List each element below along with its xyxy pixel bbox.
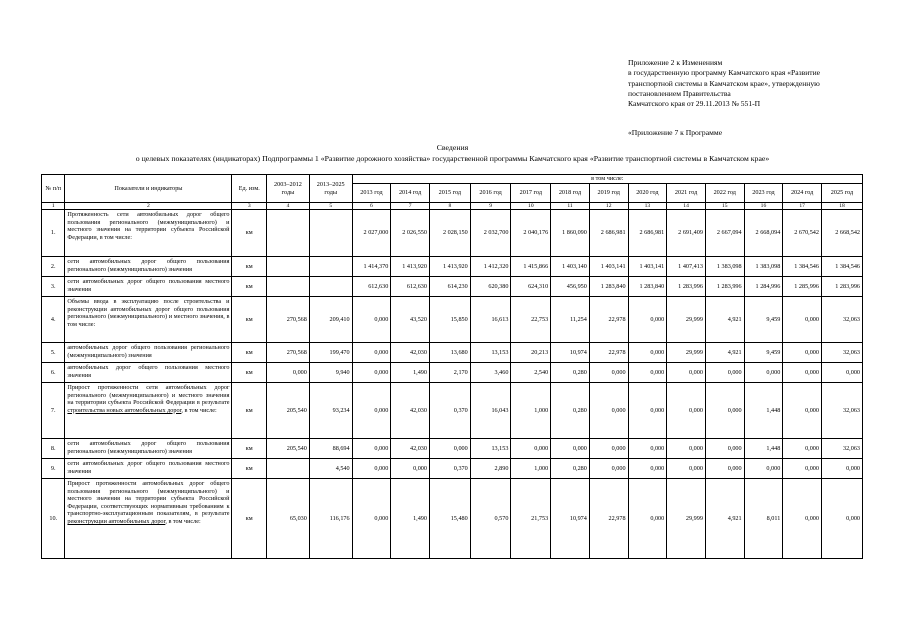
value-cell: 205,540 xyxy=(267,383,310,439)
unit-cell: км xyxy=(232,343,267,363)
row-number: 10. xyxy=(42,479,65,559)
value-cell: 1,000 xyxy=(511,459,551,479)
column-number-row xyxy=(42,203,863,210)
value-cell: 0,000 xyxy=(628,383,667,439)
value-cell: 29,999 xyxy=(667,479,706,559)
value-cell: 32,063 xyxy=(821,383,862,439)
col-header-including: в том числе: xyxy=(352,175,862,184)
column-number: 9 xyxy=(470,203,511,210)
row-number: 1. xyxy=(42,210,65,257)
value-cell: 42,030 xyxy=(391,383,430,439)
col-header-year: 2013 год xyxy=(352,184,391,203)
value-cell: 29,999 xyxy=(667,297,706,343)
value-cell: 10,974 xyxy=(551,343,590,363)
value-cell: 0,570 xyxy=(470,479,511,559)
col-header-year: 2022 год xyxy=(705,184,744,203)
value-cell: 0,000 xyxy=(744,459,783,479)
value-cell: 0,000 xyxy=(705,363,744,383)
value-cell: 9,459 xyxy=(744,343,783,363)
value-cell: 0,000 xyxy=(589,439,628,459)
column-number: 16 xyxy=(744,203,783,210)
value-cell: 1 283,840 xyxy=(628,277,667,297)
value-cell: 2 686,981 xyxy=(589,210,628,257)
value-cell: 0,000 xyxy=(667,363,706,383)
indicator-text: , в том числе: xyxy=(165,517,201,525)
value-cell: 0,370 xyxy=(429,459,470,479)
value-cell: 624,310 xyxy=(511,277,551,297)
value-cell: 1,000 xyxy=(511,383,551,439)
value-cell: 0,000 xyxy=(705,459,744,479)
value-cell: 1 413,920 xyxy=(391,257,430,277)
value-cell: 16,043 xyxy=(470,383,511,439)
value-cell: 2,540 xyxy=(511,363,551,383)
table-row xyxy=(42,210,863,257)
appendix-note xyxy=(628,58,898,109)
value-cell: 1,448 xyxy=(744,439,783,459)
value-cell: 0,000 xyxy=(429,439,470,459)
indicator-cell: сети автомобильных дорог общего пользования местного значения xyxy=(65,459,232,479)
value-cell: 0,000 xyxy=(589,459,628,479)
column-number: 1 xyxy=(42,203,65,210)
unit-cell: км xyxy=(232,363,267,383)
value-cell: 9,940 xyxy=(309,363,352,383)
appendix-line: постановлением Правительства xyxy=(628,88,731,98)
value-cell: 1 413,920 xyxy=(429,257,470,277)
row-number: 3. xyxy=(42,277,65,297)
value-cell: 21,753 xyxy=(511,479,551,559)
column-number: 6 xyxy=(352,203,391,210)
col-header-year: 2016 год xyxy=(470,184,511,203)
value-cell: 1 284,996 xyxy=(744,277,783,297)
unit-cell: км xyxy=(232,210,267,257)
value-cell: 0,000 xyxy=(667,459,706,479)
value-cell: 9,459 xyxy=(744,297,783,343)
indicator-text: Прирост протяженности автомобильных дорог общего пользования регионального (межмуниципального) и местного значения на территории субъекта Российской Федерации, соответствующих нормативным требованиям к транспортно-эксплуатационным показателям, в результате xyxy=(67,480,230,518)
unit-cell: км xyxy=(232,439,267,459)
appendix-line: транспортной системы в Камчатском крае», утвержденную xyxy=(628,78,820,88)
table-row xyxy=(42,459,863,479)
col-header-year: 2014 год xyxy=(391,184,430,203)
col-header-unit: Ед. изм. xyxy=(232,175,267,203)
value-cell: 0,000 xyxy=(628,363,667,383)
value-cell: 0,000 xyxy=(391,459,430,479)
value-cell: 116,176 xyxy=(309,479,352,559)
value-cell: 2,170 xyxy=(429,363,470,383)
value-cell: 0,280 xyxy=(551,459,590,479)
value-cell: 43,520 xyxy=(391,297,430,343)
value-cell xyxy=(267,277,310,297)
appendix-line: Приложение 2 к Изменениям xyxy=(628,58,723,67)
value-cell: 0,000 xyxy=(705,439,744,459)
indicator-cell xyxy=(65,383,232,439)
row-number: 6. xyxy=(42,363,65,383)
value-cell: 0,000 xyxy=(551,439,590,459)
value-cell: 1 283,996 xyxy=(821,277,862,297)
value-cell: 1 285,996 xyxy=(783,277,822,297)
indicator-cell: Протяженность сети автомобильных дорог общего пользования регионального (межмуниципального) и местного значения на территории субъекта Российской Федерации, в том числе: xyxy=(65,210,232,257)
unit-cell: км xyxy=(232,277,267,297)
value-cell: 22,978 xyxy=(589,343,628,363)
row-number: 4. xyxy=(42,297,65,343)
table-header xyxy=(42,175,863,210)
value-cell: 456,950 xyxy=(551,277,590,297)
table-row xyxy=(42,439,863,459)
value-cell: 270,568 xyxy=(267,297,310,343)
value-cell: 270,568 xyxy=(267,343,310,363)
value-cell: 0,000 xyxy=(783,479,822,559)
value-cell: 1 415,866 xyxy=(511,257,551,277)
value-cell: 0,000 xyxy=(705,383,744,439)
value-cell: 2 686,981 xyxy=(628,210,667,257)
value-cell: 0,000 xyxy=(783,363,822,383)
value-cell: 42,030 xyxy=(391,343,430,363)
table-row xyxy=(42,383,863,439)
value-cell: 0,000 xyxy=(352,459,391,479)
value-cell xyxy=(309,277,352,297)
value-cell: 0,000 xyxy=(628,459,667,479)
value-cell: 8,011 xyxy=(744,479,783,559)
value-cell: 29,999 xyxy=(667,343,706,363)
value-cell: 13,680 xyxy=(429,343,470,363)
appendix-line: в государственную программу Камчатского края «Развитие xyxy=(628,68,821,78)
value-cell: 0,370 xyxy=(429,383,470,439)
value-cell: 42,030 xyxy=(391,439,430,459)
value-cell: 0,000 xyxy=(352,383,391,439)
value-cell: 2 032,700 xyxy=(470,210,511,257)
column-number: 18 xyxy=(821,203,862,210)
value-cell: 0,000 xyxy=(821,479,862,559)
value-cell: 0,000 xyxy=(352,363,391,383)
value-cell: 1 384,546 xyxy=(783,257,822,277)
indicator-cell: Объемы ввода в эксплуатацию после строительства и реконструкции автомобильных дорог общего пользования регионального (межмуниципального) и местного значения, в том числе: xyxy=(65,297,232,343)
value-cell: 0,000 xyxy=(352,297,391,343)
indicator-text: , в том числе: xyxy=(181,406,217,414)
indicator-text: строительства новых автомобильных дорог xyxy=(67,406,182,414)
unit-cell: км xyxy=(232,459,267,479)
col-header-year: 2021 год xyxy=(667,184,706,203)
value-cell: 612,630 xyxy=(391,277,430,297)
value-cell: 1 283,840 xyxy=(589,277,628,297)
indicator-cell: автомобильных дорог общего пользования местного значения xyxy=(65,363,232,383)
value-cell: 0,000 xyxy=(744,363,783,383)
value-cell: 0,000 xyxy=(667,383,706,439)
table-row xyxy=(42,363,863,383)
unit-cell: км xyxy=(232,297,267,343)
column-number: 12 xyxy=(589,203,628,210)
value-cell: 22,753 xyxy=(511,297,551,343)
row-number: 2. xyxy=(42,257,65,277)
col-header-year: 2019 год xyxy=(589,184,628,203)
value-cell xyxy=(267,459,310,479)
value-cell: 0,000 xyxy=(589,363,628,383)
value-cell: 0,000 xyxy=(783,439,822,459)
value-cell: 4,921 xyxy=(705,479,744,559)
column-number: 14 xyxy=(667,203,706,210)
value-cell: 0,000 xyxy=(511,439,551,459)
value-cell: 2 026,550 xyxy=(391,210,430,257)
unit-cell: км xyxy=(232,479,267,559)
column-number: 5 xyxy=(309,203,352,210)
value-cell: 0,280 xyxy=(551,383,590,439)
table-row xyxy=(42,343,863,363)
value-cell: 0,000 xyxy=(267,363,310,383)
value-cell: 4,921 xyxy=(705,297,744,343)
value-cell: 15,480 xyxy=(429,479,470,559)
value-cell xyxy=(309,257,352,277)
unit-cell: км xyxy=(232,257,267,277)
unit-cell: км xyxy=(232,383,267,439)
value-cell: 1,490 xyxy=(391,479,430,559)
row-number: 7. xyxy=(42,383,65,439)
row-number: 5. xyxy=(42,343,65,363)
col-header-year: 2024 год xyxy=(783,184,822,203)
value-cell: 612,630 xyxy=(352,277,391,297)
column-number: 8 xyxy=(429,203,470,210)
value-cell: 2 670,542 xyxy=(783,210,822,257)
col-header-period1: 2003–2012 годы xyxy=(267,175,310,203)
col-header-year: 2017 год xyxy=(511,184,551,203)
value-cell: 0,000 xyxy=(628,297,667,343)
column-number: 11 xyxy=(551,203,590,210)
value-cell: 614,230 xyxy=(429,277,470,297)
value-cell: 93,234 xyxy=(309,383,352,439)
value-cell: 1 283,996 xyxy=(667,277,706,297)
value-cell: 32,063 xyxy=(821,297,862,343)
value-cell: 0,000 xyxy=(628,343,667,363)
value-cell: 0,000 xyxy=(783,343,822,363)
value-cell: 20,213 xyxy=(511,343,551,363)
col-header-indicator: Показатели и индикаторы xyxy=(65,175,232,203)
table-row xyxy=(42,297,863,343)
value-cell xyxy=(267,257,310,277)
value-cell: 0,280 xyxy=(551,363,590,383)
value-cell: 13,153 xyxy=(470,439,511,459)
value-cell: 1 403,141 xyxy=(628,257,667,277)
table-row xyxy=(42,277,863,297)
col-header-period2: 2013–2025 годы xyxy=(309,175,352,203)
value-cell xyxy=(309,210,352,257)
indicator-cell: автомобильных дорог общего пользования регионального (межмуниципального) значения xyxy=(65,343,232,363)
value-cell: 22,978 xyxy=(589,479,628,559)
value-cell: 2 667,094 xyxy=(705,210,744,257)
row-number: 9. xyxy=(42,459,65,479)
table-body xyxy=(42,210,863,559)
value-cell: 3,460 xyxy=(470,363,511,383)
appendix-line: Камчатского края от 29.11.2013 № 551-П xyxy=(628,99,761,109)
value-cell: 1 412,320 xyxy=(470,257,511,277)
value-cell: 209,410 xyxy=(309,297,352,343)
value-cell: 0,000 xyxy=(821,459,862,479)
value-cell: 1 383,098 xyxy=(744,257,783,277)
indicator-text: реконструкции автомобильных дорог xyxy=(67,517,166,525)
value-cell: 620,380 xyxy=(470,277,511,297)
value-cell: 0,000 xyxy=(628,439,667,459)
value-cell: 2,890 xyxy=(470,459,511,479)
value-cell: 15,850 xyxy=(429,297,470,343)
document-subtitle: о целевых показателях (индикаторах) Подпрограммы 1 «Развитие дорожного хозяйства» государственной программы Камчатского края «Развитие транспортной системы в Камчатском крае» xyxy=(135,154,770,163)
value-cell: 0,000 xyxy=(352,343,391,363)
column-number: 4 xyxy=(267,203,310,210)
column-number: 17 xyxy=(783,203,822,210)
table-row xyxy=(42,479,863,559)
annex-label: «Приложение 7 к Программе xyxy=(628,128,723,137)
value-cell: 1 860,090 xyxy=(551,210,590,257)
value-cell: 2 040,176 xyxy=(511,210,551,257)
value-cell xyxy=(267,210,310,257)
value-cell: 16,613 xyxy=(470,297,511,343)
value-cell: 1 403,140 xyxy=(551,257,590,277)
value-cell: 0,000 xyxy=(783,459,822,479)
value-cell: 13,153 xyxy=(470,343,511,363)
value-cell: 1 407,413 xyxy=(667,257,706,277)
col-header-year: 2018 год xyxy=(551,184,590,203)
indicators-table xyxy=(41,174,863,559)
value-cell: 0,000 xyxy=(352,439,391,459)
value-cell: 1,490 xyxy=(391,363,430,383)
value-cell: 205,540 xyxy=(267,439,310,459)
value-cell: 0,000 xyxy=(628,479,667,559)
column-number: 3 xyxy=(232,203,267,210)
column-number: 13 xyxy=(628,203,667,210)
value-cell: 1 384,546 xyxy=(821,257,862,277)
value-cell: 22,978 xyxy=(589,297,628,343)
value-cell: 11,254 xyxy=(551,297,590,343)
value-cell: 0,000 xyxy=(352,479,391,559)
indicator-cell: сети автомобильных дорог общего пользования регионального (межмуниципального) значения xyxy=(65,439,232,459)
table-row xyxy=(42,257,863,277)
value-cell: 32,063 xyxy=(821,439,862,459)
row-number: 8. xyxy=(42,439,65,459)
value-cell: 199,470 xyxy=(309,343,352,363)
value-cell: 2 691,409 xyxy=(667,210,706,257)
column-number: 2 xyxy=(65,203,232,210)
value-cell: 4,921 xyxy=(705,343,744,363)
value-cell: 2 028,150 xyxy=(429,210,470,257)
column-number: 7 xyxy=(391,203,430,210)
value-cell: 65,030 xyxy=(267,479,310,559)
value-cell: 1 414,370 xyxy=(352,257,391,277)
value-cell: 4,540 xyxy=(309,459,352,479)
value-cell: 1 283,996 xyxy=(705,277,744,297)
col-header-num: № п/п xyxy=(42,175,65,203)
value-cell: 32,063 xyxy=(821,343,862,363)
col-header-year: 2015 год xyxy=(429,184,470,203)
column-number: 10 xyxy=(511,203,551,210)
indicator-cell: сети автомобильных дорог общего пользования регионального (межмуниципального) значения xyxy=(65,257,232,277)
value-cell: 0,000 xyxy=(821,363,862,383)
value-cell: 2 668,542 xyxy=(821,210,862,257)
indicator-cell: сети автомобильных дорог общего пользования местного значения xyxy=(65,277,232,297)
value-cell: 2 027,000 xyxy=(352,210,391,257)
document-title: Сведения xyxy=(436,143,469,152)
col-header-year: 2025 год xyxy=(821,184,862,203)
value-cell: 0,000 xyxy=(783,297,822,343)
value-cell: 2 668,094 xyxy=(744,210,783,257)
column-number: 15 xyxy=(705,203,744,210)
value-cell: 0,000 xyxy=(783,383,822,439)
value-cell: 1,448 xyxy=(744,383,783,439)
value-cell: 1 383,098 xyxy=(705,257,744,277)
value-cell: 0,000 xyxy=(667,439,706,459)
col-header-year: 2020 год xyxy=(628,184,667,203)
value-cell: 1 403,141 xyxy=(589,257,628,277)
value-cell: 0,000 xyxy=(589,383,628,439)
indicator-cell xyxy=(65,479,232,559)
indicator-text: Прирост протяженности сети автомобильных дорог регионального (межмуниципального) и местного значения на территории субъекта Российской Федерации в результате xyxy=(67,384,230,407)
value-cell: 10,974 xyxy=(551,479,590,559)
value-cell: 88,694 xyxy=(309,439,352,459)
col-header-year: 2023 год xyxy=(744,184,783,203)
